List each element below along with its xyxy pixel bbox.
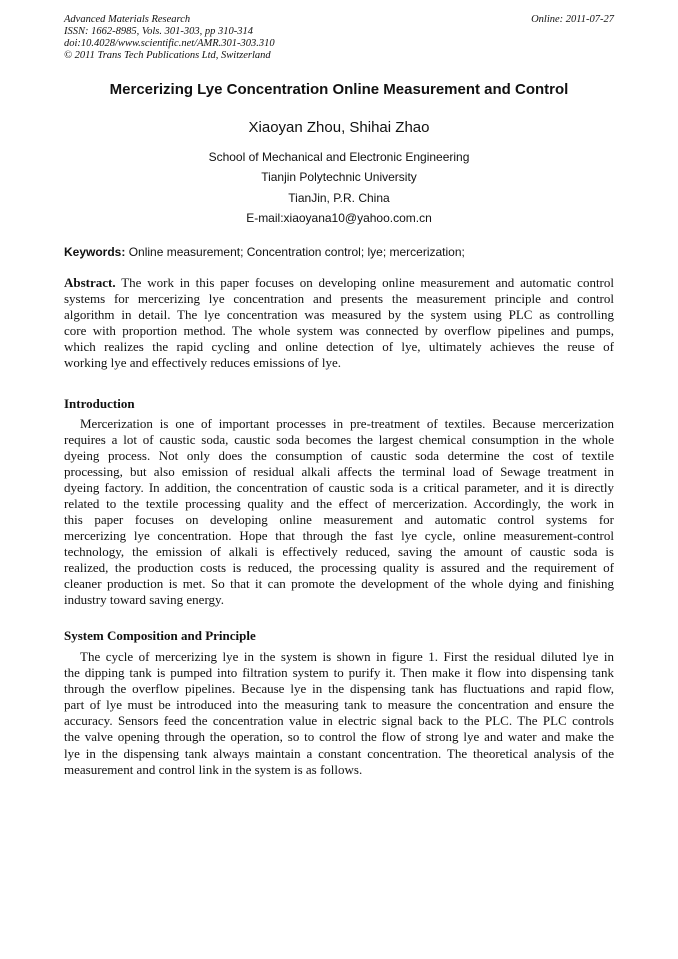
doi: doi:10.4028/www.scientific.net/AMR.301-303.310	[64, 38, 275, 49]
affiliation-university: Tianjin Polytechnic University	[261, 170, 417, 185]
text-line	[64, 275, 614, 291]
text-line: cleaner production is met. So that it can promote the development of the whole dying and finishing	[64, 576, 614, 591]
text-line: part of lye must be introduced into the measuring tank to measure the concentration and ensure the	[64, 697, 614, 713]
keywords-text: Online measurement; Concentration control; lye; mercerization;	[125, 245, 465, 259]
introduction-heading: Introduction	[64, 396, 135, 411]
journal-header	[64, 14, 614, 62]
text-line: realized, the production costs is reduced, the processing quality is assured and the requirement of	[64, 560, 614, 575]
copyright: © 2011 Trans Tech Publications Ltd, Switzerland	[64, 50, 271, 61]
text-line: working lye and effectively reduces emissions of lye.	[64, 354, 342, 370]
text-line: core with proportion method. The whole system was connected by overflow pipelines and pumps,	[64, 322, 614, 338]
affiliation-city: TianJin, P.R. China	[288, 190, 390, 205]
system-heading: System Composition and Principle	[64, 628, 256, 643]
text-line: Mercerization is one of important processes in pre-treatment of textiles. Because mercerization	[80, 416, 614, 431]
journal-name: Advanced Materials Research	[64, 14, 191, 25]
text-line: industry toward saving energy.	[64, 592, 224, 607]
text-line: through the overflow pipelines. Because lye in the dispensing tank has fluctuations and rapid flow,	[64, 681, 614, 697]
abstract	[64, 275, 614, 370]
system-body	[64, 649, 614, 778]
keywords	[64, 245, 614, 259]
text-line: processing, but also emission of residual alkali affects the terminal load of Sewage treatment in	[64, 464, 614, 479]
text-line: accuracy. Sensors feed the concentration value in electric signal back to the PLC. The PLC controls	[64, 713, 614, 729]
text-line: systems for mercerizing lye concentration and presents the measurement principle and control	[64, 290, 614, 306]
text-line: mercerizing lye concentration. Hope that through the fast lye cycle, online measurement-control	[64, 528, 614, 543]
text-line: dyeing factory. In addition, the concentration of caustic soda is a critical parameter, and it is directly	[64, 480, 614, 495]
text-line: requires a lot of caustic soda, caustic soda becomes the largest chemical consumption in the whole	[64, 432, 614, 447]
text-line: algorithm in detail. The lye concentration was measured by the system using PLC as controlling	[64, 306, 614, 322]
abstract-label: Abstract.	[64, 275, 116, 290]
paper-title: Mercerizing Lye Concentration Online Measurement and Control	[109, 81, 569, 98]
text-line: this paper focuses on developing online measurement and automatic control systems for	[64, 512, 614, 527]
authors: Xiaoyan Zhou, Shihai Zhao	[248, 119, 430, 136]
issn: ISSN: 1662-8985, Vols. 301-303, pp 310-314	[64, 26, 253, 37]
abstract-text: The work in this paper focuses on developing online measurement and automatic control	[115, 275, 614, 290]
affiliation-school: School of Mechanical and Electronic Engineering	[208, 150, 470, 164]
text-line: technology, the emission of alkali is effectively reduced, saving the amount of caustic soda is	[64, 544, 614, 559]
text-line: dyeing process. Not only does the consumption of caustic soda determine the cost of textile	[64, 448, 614, 463]
text-line: related to the textile processing quality and the effect of mercerization. Accordingly, the work in	[64, 496, 614, 511]
text-line: the valve opening through the operation, so to control the flow of strong lye and water and make the	[64, 729, 614, 745]
keywords-label: Keywords:	[64, 245, 126, 259]
text-line: lye in the dispensing tank always maintain a constant concentration. The theoretical analysis of the	[64, 745, 614, 761]
affiliation	[0, 147, 678, 228]
text-line: the dipping tank is pumped into filtration system to purify it. Then make it flow into dispensing tank	[64, 665, 614, 681]
text-line: The cycle of mercerizing lye in the system is shown in figure 1. First the residual diluted lye in	[80, 649, 614, 664]
text-line: which realizes the rapid cycling and online detection of lye, ultimately achieves the reuse of	[64, 338, 614, 354]
online-date: Online: 2011-07-27	[531, 14, 614, 25]
text-line: measurement and control link in the system is as follows.	[64, 761, 363, 777]
introduction-body	[64, 416, 614, 608]
affiliation-email: E-mail:xiaoyana10@yahoo.com.cn	[246, 210, 432, 225]
